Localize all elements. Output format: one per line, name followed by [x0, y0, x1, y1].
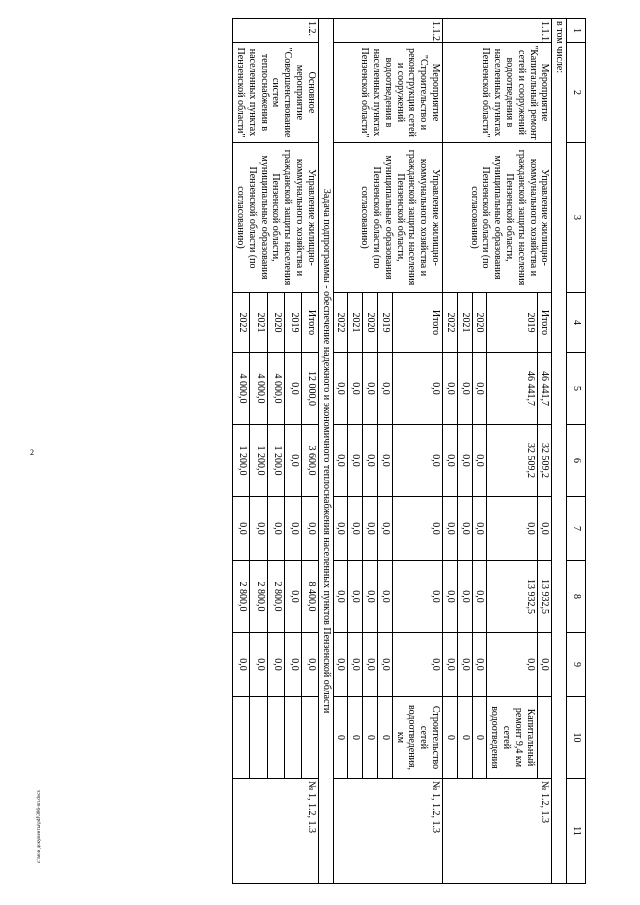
other-cell: 0,0: [250, 633, 267, 697]
col-header-7: 7: [567, 497, 586, 561]
federal-cell: 0,0: [363, 425, 378, 497]
measure-name: Основное мероприятие "Совершенствование систем теплоснабжения в населенных пунктах Пензенской области": [233, 43, 319, 143]
other-cell: 0,0: [472, 633, 487, 697]
other-cell: 0,0: [392, 633, 442, 697]
total-cell: 0,0: [472, 353, 487, 425]
federal-cell: 0,0: [348, 425, 363, 497]
other-cell: 0,0: [457, 633, 472, 697]
total-cell: 4 000,0: [250, 353, 267, 425]
indicator-title: Строительство сетей водоотведения, км: [394, 705, 442, 770]
regional-cell: 0,0: [392, 497, 442, 561]
federal-cell: 0,0: [472, 425, 487, 497]
year-cell: 2022: [233, 293, 250, 353]
year-cell: Итого: [392, 293, 442, 353]
regional-cell: 0,0: [348, 497, 363, 561]
indicator-cell: [284, 697, 301, 779]
in-total-label: в том числе:: [552, 19, 567, 884]
col-header-11: 11: [567, 779, 586, 884]
measure-name: Мероприятие "Капитальный ремонт сетей и сооружений водоотведения в населенных пунктах Пензенской области": [443, 43, 552, 143]
total-cell: 0,0: [443, 353, 458, 425]
federal-cell: 32 509,2: [487, 425, 537, 497]
indicator-cell: [267, 697, 284, 779]
executor-name: Управление жилищно-коммунального хозяйства и гражданской защиты населения Пензенской области, муниципальные образования Пензенской области (по согласованию): [233, 143, 319, 293]
other-cell: 0,0: [233, 633, 250, 697]
row-number: 1.1.1.: [443, 19, 552, 43]
col-header-5: 5: [567, 353, 586, 425]
footer-file-path: c:\мои документы\pdf\386-пп.docx: [37, 790, 42, 863]
year-cell: Итого: [537, 293, 552, 353]
local-cell: 0,0: [443, 561, 458, 633]
total-cell: 46 441,7: [537, 353, 552, 425]
total-cell: 0,0: [333, 353, 348, 425]
year-cell: Итого: [301, 293, 318, 353]
local-cell: 13 932,5: [487, 561, 537, 633]
other-cell: 0,0: [378, 633, 393, 697]
indicator-cell: [233, 697, 250, 779]
task-row: [318, 19, 333, 884]
local-cell: 0,0: [378, 561, 393, 633]
local-cell: 8 400,0: [301, 561, 318, 633]
indicator-cell: [250, 697, 267, 779]
regional-cell: 0,0: [457, 497, 472, 561]
total-cell: 4 000,0: [233, 353, 250, 425]
regional-cell: 0,0: [233, 497, 250, 561]
col-header-3: 3: [567, 143, 586, 293]
table-row: [392, 19, 442, 884]
indicator-cell: 0: [457, 697, 472, 779]
executor-name: Управление жилищно-коммунального хозяйства и гражданской защиты населения Пензенской области, муниципальные образования Пензенской области (по согласованию): [443, 143, 552, 293]
local-cell: 0,0: [472, 561, 487, 633]
indicator-cell: 0: [472, 697, 487, 779]
federal-cell: 3 600,0: [301, 425, 318, 497]
year-cell: 2022: [333, 293, 348, 353]
col-header-2: 2: [567, 43, 586, 143]
local-cell: 0,0: [392, 561, 442, 633]
measure-name: Мероприятие "Строительство и реконструкция сетей и сооружений водоотведения в населенных пунктах Пензенской области": [333, 43, 442, 143]
regional-cell: 0,0: [363, 497, 378, 561]
indicator-cell: [392, 697, 442, 779]
other-cell: 0,0: [443, 633, 458, 697]
total-cell: 0,0: [284, 353, 301, 425]
indicator-cell: 0: [378, 697, 393, 779]
regional-cell: 0,0: [472, 497, 487, 561]
local-cell: 0,0: [284, 561, 301, 633]
links-cell: № 1, 1.2, 1.3: [233, 779, 319, 884]
local-cell: 0,0: [333, 561, 348, 633]
total-cell: 12 000,0: [301, 353, 318, 425]
page-number: 2: [30, 448, 34, 457]
federal-cell: 0,0: [392, 425, 442, 497]
indicator-cell: 0: [443, 697, 458, 779]
total-cell: 0,0: [363, 353, 378, 425]
total-cell: 0,0: [392, 353, 442, 425]
local-cell: 0,0: [457, 561, 472, 633]
year-cell: 2022: [443, 293, 458, 353]
table-row: [301, 19, 318, 884]
regional-cell: 0,0: [333, 497, 348, 561]
indicator-cell: [537, 697, 552, 779]
year-cell: 2020: [363, 293, 378, 353]
federal-cell: 1 200,0: [250, 425, 267, 497]
indicator-cell: [301, 697, 318, 779]
links-cell: № 1.2, 1.3: [443, 779, 552, 884]
rotated-table-container: [106, 18, 586, 883]
federal-cell: 1 200,0: [233, 425, 250, 497]
regional-cell: 0,0: [267, 497, 284, 561]
federal-cell: 0,0: [457, 425, 472, 497]
indicator-cell: 0: [348, 697, 363, 779]
total-cell: 4 000,0: [267, 353, 284, 425]
other-cell: 0,0: [348, 633, 363, 697]
total-cell: 0,0: [378, 353, 393, 425]
year-cell: 2019: [487, 293, 537, 353]
regional-cell: 0,0: [301, 497, 318, 561]
year-cell: 2020: [267, 293, 284, 353]
year-cell: 2019: [378, 293, 393, 353]
other-cell: 0,0: [301, 633, 318, 697]
local-cell: 0,0: [363, 561, 378, 633]
regional-cell: 0,0: [487, 497, 537, 561]
total-cell: 46 441,7: [487, 353, 537, 425]
other-cell: 0,0: [363, 633, 378, 697]
col-header-9: 9: [567, 633, 586, 697]
col-header-1: 1: [567, 19, 586, 43]
total-cell: 0,0: [348, 353, 363, 425]
col-header-10: 10: [567, 697, 586, 779]
federal-cell: 0,0: [378, 425, 393, 497]
table-row: [537, 19, 552, 884]
total-cell: 0,0: [457, 353, 472, 425]
year-cell: 2021: [348, 293, 363, 353]
local-cell: 2 800,0: [267, 561, 284, 633]
local-cell: 13 932,5: [537, 561, 552, 633]
col-header-8: 8: [567, 561, 586, 633]
year-cell: 2020: [472, 293, 487, 353]
federal-cell: 0,0: [443, 425, 458, 497]
in-total-row: [552, 19, 567, 884]
federal-cell: 0,0: [333, 425, 348, 497]
program-table: [232, 18, 586, 884]
other-cell: 0,0: [537, 633, 552, 697]
indicator-cell: 0: [363, 697, 378, 779]
col-header-6: 6: [567, 425, 586, 497]
year-cell: 2021: [457, 293, 472, 353]
local-cell: 2 800,0: [233, 561, 250, 633]
subprogram-task: Задача подпрограммы - обеспечение надежного и экономичного теплоснабжения населенных пунктов Пензенской области: [318, 19, 333, 884]
regional-cell: 0,0: [443, 497, 458, 561]
executor-name: Управление жилищно-коммунального хозяйства и гражданской защиты населения Пензенской области, муниципальные образования Пензенской области (по согласованию): [333, 143, 442, 293]
header-row: [567, 19, 586, 884]
local-cell: 0,0: [348, 561, 363, 633]
col-header-4: 4: [567, 293, 586, 353]
regional-cell: 0,0: [378, 497, 393, 561]
other-cell: 0,0: [487, 633, 537, 697]
other-cell: 0,0: [284, 633, 301, 697]
federal-cell: 0,0: [284, 425, 301, 497]
federal-cell: 1 200,0: [267, 425, 284, 497]
year-cell: 2021: [250, 293, 267, 353]
row-number: 1.1.2.: [333, 19, 442, 43]
regional-cell: 0,0: [537, 497, 552, 561]
indicator-cell: 0: [333, 697, 348, 779]
links-cell: № 1, 1.2, 1.3: [333, 779, 442, 884]
regional-cell: 0,0: [284, 497, 301, 561]
other-cell: 0,0: [267, 633, 284, 697]
federal-cell: 32 509,2: [537, 425, 552, 497]
year-cell: 2019: [284, 293, 301, 353]
regional-cell: 0,0: [250, 497, 267, 561]
other-cell: 0,0: [333, 633, 348, 697]
local-cell: 2 800,0: [250, 561, 267, 633]
indicator-cell: Капитальный ремонт 9,4 км сетей водоотведения: [487, 697, 537, 779]
row-number: 1.2.: [233, 19, 319, 43]
